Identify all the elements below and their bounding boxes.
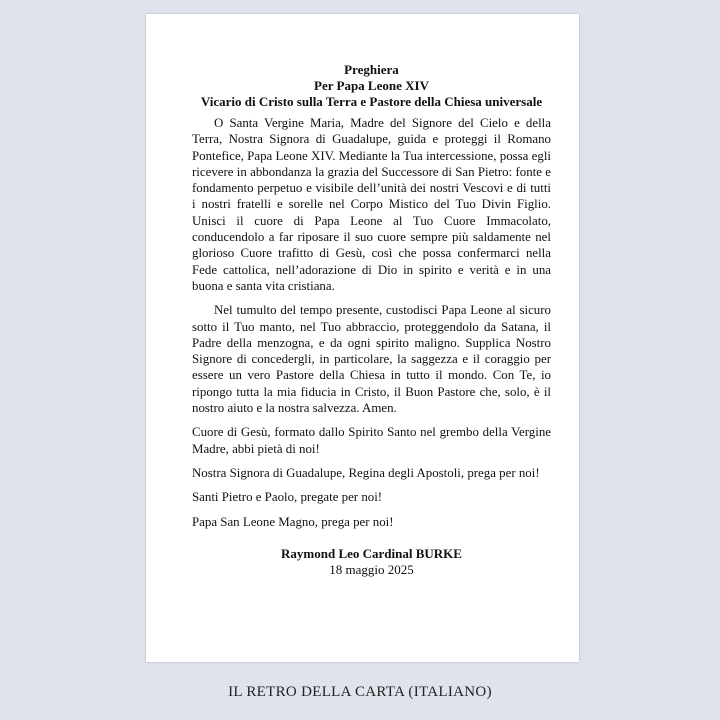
invocation-sacred-heart: Cuore di Gesù, formato dallo Spirito Santo nel grembo della Vergine Madre, abbi pietà di noi! — [192, 425, 551, 456]
prayer-subtitle-2: Vicario di Cristo sulla Terra e Pastore della Chiesa universale — [200, 94, 543, 109]
prayer-header — [192, 62, 551, 110]
invocation-peter-paul: Santi Pietro e Paolo, pregate per noi! — [192, 490, 383, 505]
prayer-title: Preghiera — [344, 62, 399, 77]
prayer-subtitle: Per Papa Leone XIV — [314, 78, 429, 93]
prayer-card — [146, 14, 579, 662]
prayer-paragraph-2: Nel tumulto del tempo presente, custodisci Papa Leone al sicuro sotto il Tuo manto, nel Tuo abbraccio, proteggendolo da Satana, il Padre della menzogna, e da ogni spirito maligno. Supplica Nostro Signore di concedergli, in particolare, la saggezza e il coraggio per essere un vero Pastore della Chiesa in tutto il mondo. Con Te, io ripongo tutta la mia fiducia in Cristo, il Buon Pastore che, solo, è il nostro aiuto e la nostra salvezza. Amen. — [192, 303, 551, 416]
signature-name: Raymond Leo Cardinal BURKE — [281, 545, 462, 561]
invocation-guadalupe: Nostra Signora di Guadalupe, Regina degli Apostoli, prega per noi! — [192, 465, 540, 480]
prayer-paragraph-1: O Santa Vergine Maria, Madre del Signore del Cielo e della Terra, Nostra Signora di Guadalupe, guida e proteggi il Romano Pontefice, Papa Leone XIV. Mediante la Tua intercessione, possa egli ricevere in abbondanza la grazia del Successore di San Pietro: fonte e fondamento perpetuo e visibile dell’unità dei nostri Vescovi e di tutti i nostri fratelli e sorelle nel Corpo Mistico del Tuo Divin Figlio. Unisci il cuore di Papa Leone al Tuo Cuore Immacolato, conducendolo a far riposare il suo cuore sempre più saldamente nel glorioso Cuore trafitto di Gesù, così che possa confermarci nella Fede cattolica, nell’adorazione di Dio in spirito e verità e in una buona e santa vita cristiana. — [192, 116, 551, 293]
signature-block — [192, 546, 551, 578]
invocation-leo-magno: Papa San Leone Magno, prega per noi! — [192, 514, 394, 529]
card-caption: IL RETRO DELLA CARTA (ITALIANO) — [228, 684, 492, 700]
signature-date: 18 maggio 2025 — [329, 561, 414, 577]
